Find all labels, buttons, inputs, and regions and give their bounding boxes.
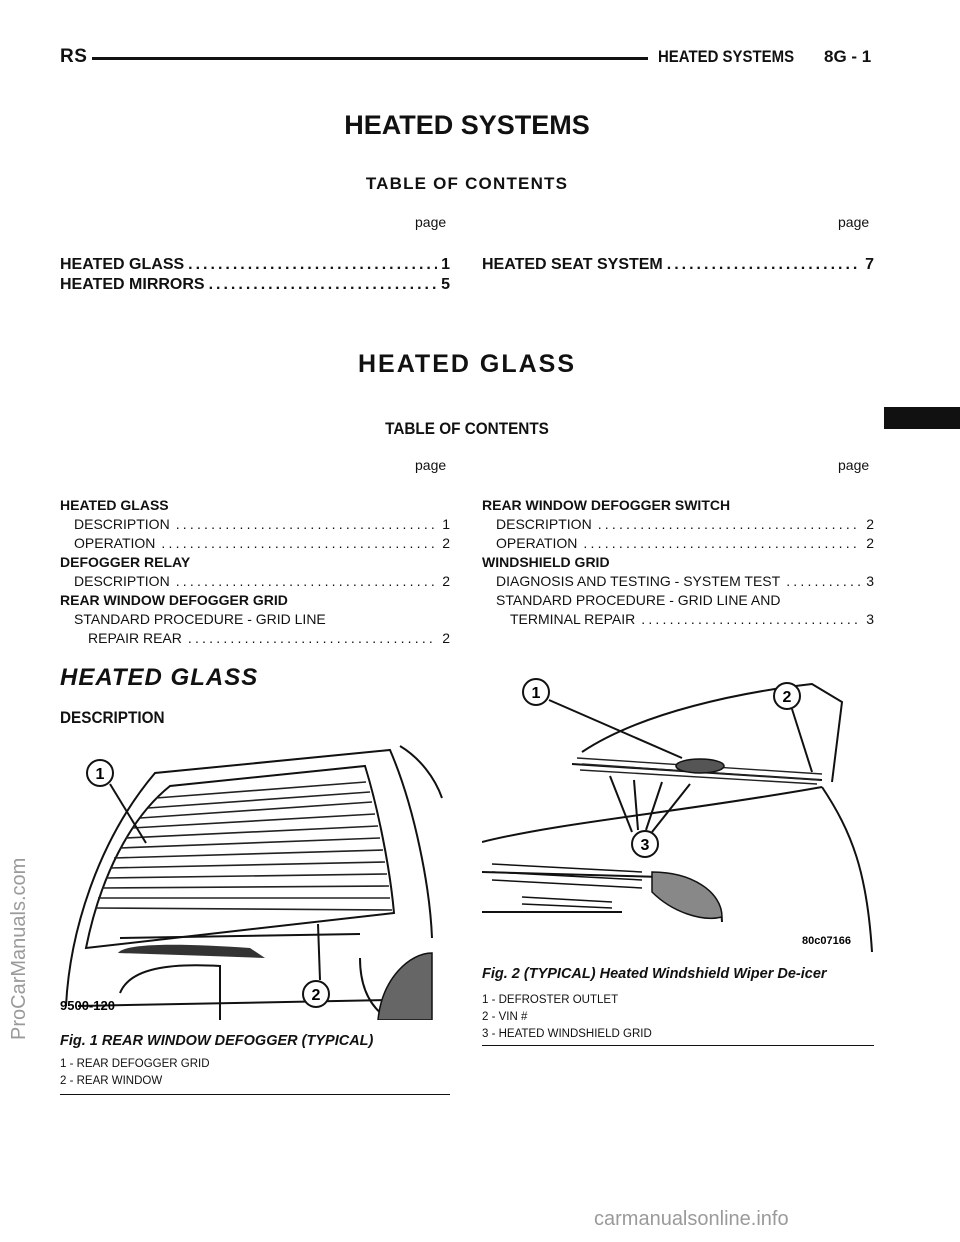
page-label-left: page xyxy=(415,214,447,230)
header-title: HEATED SYSTEMS xyxy=(658,47,795,66)
toc-item[interactable]: OPERATION ..... 2 xyxy=(60,534,450,553)
page-title: HEATED SYSTEMS xyxy=(344,110,590,140)
toc-title: TABLE OF CONTENTS xyxy=(365,174,569,193)
footer-watermark: carmanualsonline.info xyxy=(594,1208,789,1230)
toc-entry-page: 1 xyxy=(441,256,450,273)
figure-code: 80c07166 xyxy=(802,935,851,947)
toc-entry-heated-seat-system[interactable] xyxy=(482,256,874,274)
toc-entry-label: HEATED SEAT SYSTEM xyxy=(482,256,663,273)
figure-2-caption: Fig. 2 (TYPICAL) Heated Windshield Wiper De-icer xyxy=(482,966,827,982)
toc-entry-label: HEATED GLASS xyxy=(60,256,185,273)
toc-item[interactable]: REPAIR REAR ..... 2 xyxy=(60,629,450,648)
grid-lines xyxy=(96,782,392,910)
section-page-label-left: page xyxy=(415,457,447,473)
figure-1-legend: 1 - REAR DEFOGGER GRID 2 - REAR WINDOW xyxy=(60,1058,210,1087)
toc-item[interactable]: DESCRIPTION ..... 2 xyxy=(60,572,450,591)
header-rule xyxy=(92,57,648,60)
toc-group-heading: DEFOGGER RELAY xyxy=(60,554,191,570)
toc-item[interactable]: DIAGNOSIS AND TESTING - SYSTEM TEST ..... 3 xyxy=(482,572,874,591)
toc-entry-page: 5 xyxy=(441,276,450,293)
section-toc-right-column xyxy=(482,496,874,629)
figure-2-rule xyxy=(482,1045,874,1046)
header-page-number: 8G - 1 xyxy=(824,47,872,66)
toc-group-heading: REAR WINDOW DEFOGGER SWITCH xyxy=(482,497,731,513)
toc-group-heading: WINDSHIELD GRID xyxy=(482,554,610,570)
toc-item-line[interactable]: STANDARD PROCEDURE - GRID LINE AND xyxy=(496,592,781,608)
callout-2: 2 xyxy=(311,987,321,1004)
figure-1-rule xyxy=(60,1094,450,1095)
toc-entry-heated-mirrors[interactable] xyxy=(60,276,450,294)
toc-group-heading: HEATED GLASS xyxy=(60,497,169,513)
callout-3: 3 xyxy=(640,837,650,854)
section-page-label-right: page xyxy=(838,457,870,473)
toc-item-line[interactable]: STANDARD PROCEDURE - GRID LINE xyxy=(74,611,326,627)
section-toc-title: TABLE OF CONTENTS xyxy=(385,419,549,438)
toc-entry-page: 7 xyxy=(865,256,874,273)
section-toc-left-column xyxy=(60,496,450,648)
toc-item[interactable]: DESCRIPTION ..... 2 xyxy=(482,515,874,534)
header-section-code: RS xyxy=(60,46,88,67)
callout-1: 1 xyxy=(95,766,105,783)
section-tab-marker xyxy=(884,407,960,429)
toc-entry-heated-glass[interactable] xyxy=(60,256,450,274)
toc-item[interactable]: TERMINAL REPAIR ..... 3 xyxy=(482,610,874,629)
toc-group-heading: REAR WINDOW DEFOGGER GRID xyxy=(60,592,288,608)
section-title: HEATED GLASS xyxy=(358,350,576,378)
body-heading: HEATED GLASS xyxy=(60,664,259,691)
toc-item[interactable]: OPERATION ..... 2 xyxy=(482,534,874,553)
page-label-right: page xyxy=(838,214,870,230)
description-heading: DESCRIPTION xyxy=(60,708,165,727)
figure-code: 9500-120 xyxy=(60,998,115,1013)
toc-item[interactable]: DESCRIPTION ..... 1 xyxy=(60,515,450,534)
figure-windshield-illustration xyxy=(482,672,874,952)
toc-entry-label: HEATED MIRRORS xyxy=(60,276,205,293)
figure-1-caption: Fig. 1 REAR WINDOW DEFOGGER (TYPICAL) xyxy=(60,1033,374,1049)
figure-2-legend: 1 - DEFROSTER OUTLET 2 - VIN # 3 - HEATED WINDSHIELD GRID xyxy=(482,994,652,1040)
callout-1: 1 xyxy=(531,685,541,702)
side-watermark: ProCarManuals.com xyxy=(8,857,30,1040)
figure-rear-window-illustration xyxy=(60,738,450,1020)
callout-2: 2 xyxy=(782,689,792,706)
